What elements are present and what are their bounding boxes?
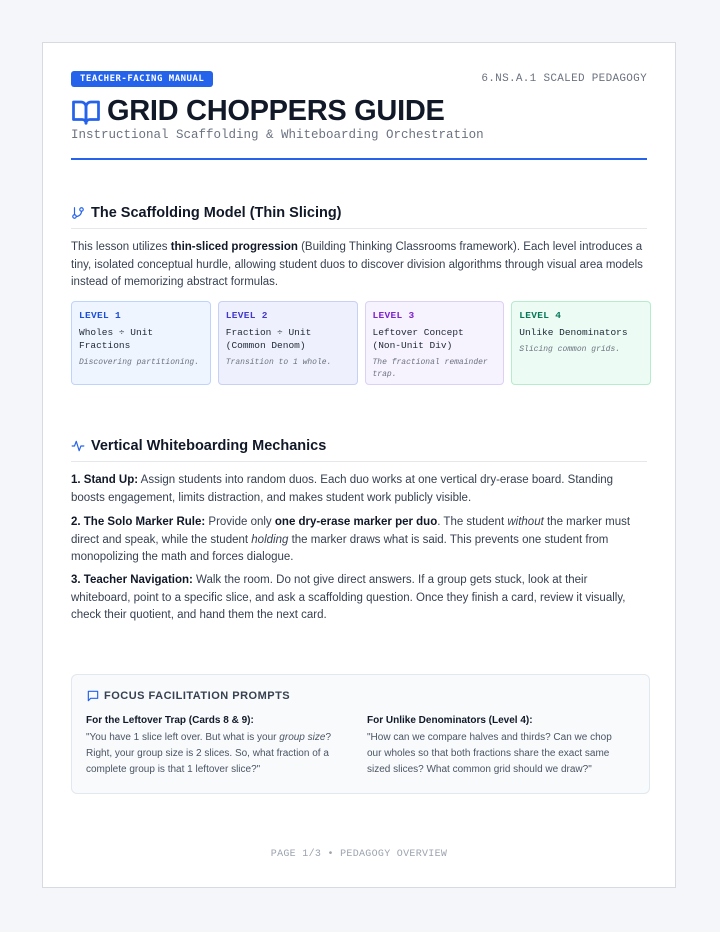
scaffolding-heading: The Scaffolding Model (Thin Slicing) — [91, 205, 342, 221]
level-card-1 — [71, 301, 211, 385]
page-title: GRID CHOPPERS GUIDE — [107, 95, 445, 127]
scaffolding-intro: This lesson utilizes thin-sliced progression (Building Thinking Classrooms framework). Each level introduces a tiny, isolated conceptual hurdle, allowing student duos to discover division algorithms through visual area models instead of memorizing abstract formulas. — [71, 241, 643, 288]
focus-heading-row — [86, 689, 290, 703]
level-name: Wholes ÷ Unit Fractions — [79, 327, 154, 351]
level-cards — [71, 301, 651, 385]
level-tag: LEVEL 2 — [225, 310, 268, 321]
document-page — [42, 42, 676, 888]
level-desc: The fractional remainder trap. — [372, 358, 488, 379]
focus-right-column — [367, 715, 627, 778]
activity-pulse-icon — [71, 439, 85, 453]
whiteboarding-heading: Vertical Whiteboarding Mechanics — [91, 438, 327, 454]
level-name: Fraction ÷ Unit (Common Denom) — [225, 327, 312, 351]
prompt-text: "You have 1 slice left over. But what is your group size? Right, your group size is 2 slices. So, what fraction of a complete group is that 1 leftover slice?" — [86, 732, 331, 775]
manual-badge: TEACHER-FACING MANUAL — [71, 71, 213, 87]
level-desc: Transition to 1 whole. — [225, 358, 332, 367]
level-desc: Slicing common grids. — [519, 345, 621, 354]
level-desc: Discovering partitioning. — [79, 358, 200, 367]
level-tag: LEVEL 1 — [79, 310, 122, 321]
prompt-title: For Unlike Denominators (Level 4): — [367, 715, 533, 726]
prompt-text: "How can we compare halves and thirds? Can we chop our wholes so that both fractions share the exact same sized slices? What common grid should we draw?" — [367, 732, 612, 775]
step-teacher-navigation: 3. Teacher Navigation: Walk the room. Do not give direct answers. If a group gets stuck, look at their whiteboard, point to a specific slice, and ask a scaffolding question. Once they finish a card, review it visually, check their quotient, and hand them the next card. — [71, 574, 626, 621]
focus-prompts-box — [71, 674, 650, 794]
header-divider — [71, 158, 647, 160]
git-branch-icon — [71, 206, 85, 220]
step-stand-up: 1. Stand Up: Assign students into random duos. Each duo works at one vertical dry-erase board. Standing boosts engagement, limits distraction, and makes student work publicly visible. — [71, 474, 614, 504]
step-solo-marker: 2. The Solo Marker Rule: Provide only one dry-erase marker per duo. The student without the marker must direct and speak, while the student holding the marker draws what is said. This prevents one student from monopolizing the math and forces dialogue. — [71, 516, 631, 563]
level-tag: LEVEL 4 — [519, 310, 562, 321]
level-tag: LEVEL 3 — [372, 310, 415, 321]
standard-label: 6.NS.A.1 SCALED PEDAGOGY — [481, 73, 647, 85]
focus-left-column — [86, 715, 346, 778]
prompt-title: For the Leftover Trap (Cards 8 & 9): — [86, 715, 254, 726]
book-open-icon — [71, 97, 101, 127]
level-name: Unlike Denominators — [519, 327, 628, 338]
level-card-3 — [365, 301, 505, 385]
level-card-4 — [511, 301, 651, 385]
title-row — [71, 95, 445, 128]
level-name: Leftover Concept (Non-Unit Div) — [372, 327, 464, 351]
chat-bubble-icon — [86, 689, 100, 703]
whiteboarding-heading-row — [71, 438, 647, 462]
level-card-2 — [218, 301, 358, 385]
scaffolding-heading-row — [71, 205, 647, 229]
page-footer: PAGE 1/3 • PEDAGOGY OVERVIEW — [270, 849, 448, 860]
focus-heading: FOCUS FACILITATION PROMPTS — [104, 690, 291, 702]
page-subtitle: Instructional Scaffolding & Whiteboarding Orchestration — [71, 128, 484, 142]
